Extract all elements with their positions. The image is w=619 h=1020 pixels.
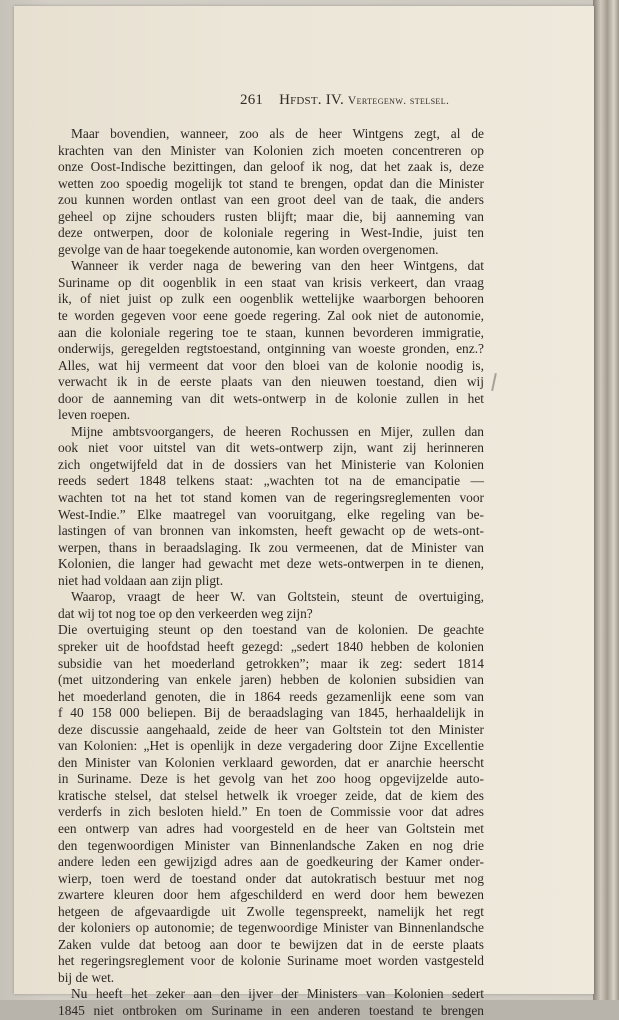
text-line: wierp, toen werd de toestand onder dat autokratisch bestuur met nog bbox=[58, 870, 484, 886]
text-line: 1845 niet ontbroken om Suriname in een anderen toestand te brengen bbox=[58, 1002, 484, 1018]
text-line: spreker uit de hoofdstad heeft gezegd: „sedert 1840 hebben de kolonien bbox=[58, 638, 484, 654]
text-line: te worden gegeven voor eene goede regering. Zal ook niet de autonomie, bbox=[58, 308, 484, 324]
text-line: hetgeen de afgevaardigde uit Zwolle tegenspreekt, namelijk het regt bbox=[58, 903, 484, 919]
text-line: Suriname op dit oogenblik in een staat van krisis verkeert, dan vraag bbox=[58, 274, 484, 290]
section-title: Vertegenw. stelsel. bbox=[347, 95, 450, 107]
text-line: gevolge van de haar toegekende autonomie, kan worden overgenomen. bbox=[58, 241, 439, 257]
body-text bbox=[58, 126, 484, 1020]
text-line: den Minister van Kolonien verklaard geworden, dat er anarchie heerscht bbox=[58, 754, 484, 770]
text-line: verderfs in zich besloten hield.” En toen de Commissie voor dat adres bbox=[58, 804, 484, 820]
text-line: Alles, wat hij vermeent dat voor den bloei van de kolonie noodig is, bbox=[58, 357, 484, 373]
text-line: het regeringsreglement voor de kolonie Suriname moet worden vastgesteld bbox=[58, 953, 484, 969]
text-line: verwacht ik in de eerste plaats van den nieuwen toestand, dien wij bbox=[58, 374, 484, 390]
text-line: werpen, thans in beraadslaging. Ik zou vermeenen, dat de Minister van bbox=[58, 539, 484, 555]
book-page-edges bbox=[593, 0, 619, 1000]
text-line: (met uitzondering van enkele jaren) hebben de kolonien subsidien van bbox=[58, 672, 484, 688]
text-line: het moederland genoten, die in 1864 reeds gezamenlijk eene som van bbox=[58, 688, 484, 704]
text-line: geheel op zijne schouders rusten blijft; maar die, bij aanneming van bbox=[58, 208, 484, 224]
text-line: lastingen of van bronnen van inkomsten, heeft gewacht op de wets-ont- bbox=[58, 523, 484, 539]
text-line: der koloniers op autonomie; de tegenwoordige Minister van Binnenlandsche bbox=[58, 920, 484, 936]
text-line: ook niet voor uitstel van dit wets-ontwerp zijn, want zij herinneren bbox=[58, 440, 484, 456]
running-header bbox=[240, 92, 490, 112]
text-line: kratische stelsel, dat stelsel hetwelk ik vroeger zeide, dat de kiem des bbox=[58, 787, 484, 803]
text-line: ik, of niet juist op zulk een oogenblik wettelijke waarborgen behooren bbox=[58, 291, 484, 307]
text-line: West-Indie.” Elke maatregel van vooruitgang, elke regeling van be- bbox=[58, 506, 484, 522]
text-line: den tegenwoordigen Minister van Binnenlandsche Zaken en nog drie bbox=[58, 837, 484, 853]
text-line: subsidie van het moederland getrokken”; maar ik zeg: sedert 1814 bbox=[58, 655, 484, 671]
text-line: Wanneer ik verder naga de bewering van den heer Wintgens, dat bbox=[71, 258, 484, 274]
text-line: Nu heeft het zeker aan den ijver der Ministers van Kolonien sedert bbox=[71, 986, 484, 1002]
text-line: door de aanneming van dit wets-ontwerp in de kolonie zullen in het bbox=[58, 390, 484, 406]
text-line: Maar bovendien, wanneer, zoo als de heer Wintgens zegt, al de bbox=[71, 126, 484, 141]
section-prefix: Hfdst. IV. bbox=[279, 92, 344, 108]
text-line: deze discussie aangehaald, zeide de heer van Goltstein tot den Minister bbox=[58, 721, 484, 737]
text-line: f 40 158 000 beliepen. Bij de beraadslaging van 1845, herhaaldelijk in bbox=[58, 705, 484, 721]
text-line: Mijne ambtsvoorgangers, de heeren Rochussen en Mijer, zullen dan bbox=[71, 423, 484, 439]
text-line: een ontwerp van adres had voorgesteld en de heer van Goltstein met bbox=[58, 820, 484, 836]
text-line: Kolonien, die langer had gewacht met deze wets-ontwerpen in te dienen, bbox=[58, 556, 484, 572]
text-line: onze Oost-Indische bezittingen, dan geloof ik nog, dat het zaak is, deze bbox=[58, 159, 484, 175]
text-line: onderwijs, geregelden regtstoestand, ontginning van woeste gronden, enz.? bbox=[58, 341, 484, 357]
text-line: zich ongetwijfeld dat in de dossiers van het Ministerie van Kolonien bbox=[58, 456, 484, 472]
text-line: krachten van den Minister van Kolonien zich moeten concentreren op bbox=[58, 142, 484, 158]
text-line: reeds sedert 1848 telkens staat: „wachten tot na de emancipatie — bbox=[58, 473, 484, 489]
text-line: in Suriname. Deze is het gevolg van het zoo hoog opgevijzelde auto- bbox=[58, 771, 484, 787]
text-line: bij de wet. bbox=[58, 969, 115, 985]
text-line: zou kunnen worden ontlast van een groot deel van de taak, die anders bbox=[58, 192, 484, 208]
text-line: Waarop, vraagt de heer W. van Goltstein, steunt de overtuiging, bbox=[71, 589, 484, 605]
text-line: aan die koloniale regering toe te staan, kunnen bevorderen immigratie, bbox=[58, 324, 484, 340]
text-line: dat wij tot nog toe op den verkeerden weg zijn? bbox=[58, 605, 313, 621]
text-line: leven roepen. bbox=[58, 407, 131, 423]
text-line: andere leden een gewijzigd adres aan de goedkeuring der Kamer onder- bbox=[58, 854, 484, 870]
text-line: Zaken vulde dat betoog aan door te bewijzen dat in de eerste plaats bbox=[58, 936, 484, 952]
text-line: Die overtuiging steunt op den toestand van de kolonien. De geachte bbox=[58, 622, 484, 638]
text-line: wachten tot na het tot stand komen van de regeringsreglementen voor bbox=[58, 490, 484, 506]
text-line: deze ontwerpen, door de koloniale regering in West-Indie, juist ten bbox=[58, 225, 484, 241]
text-line: zwartere kleuren door hem afgeschilderd en werd door hem bewezen bbox=[58, 887, 484, 903]
text-line: van Kolonien: „Het is openlijk in deze vergadering door Zijne Excellentie bbox=[58, 738, 484, 754]
text-line: niet had voldaan aan zijn pligt. bbox=[58, 572, 224, 588]
text-line: wetten zoo spoedig mogelijk tot stand te brengen, opdat dan die Minister bbox=[58, 175, 484, 191]
page-number: 261 bbox=[240, 92, 264, 108]
